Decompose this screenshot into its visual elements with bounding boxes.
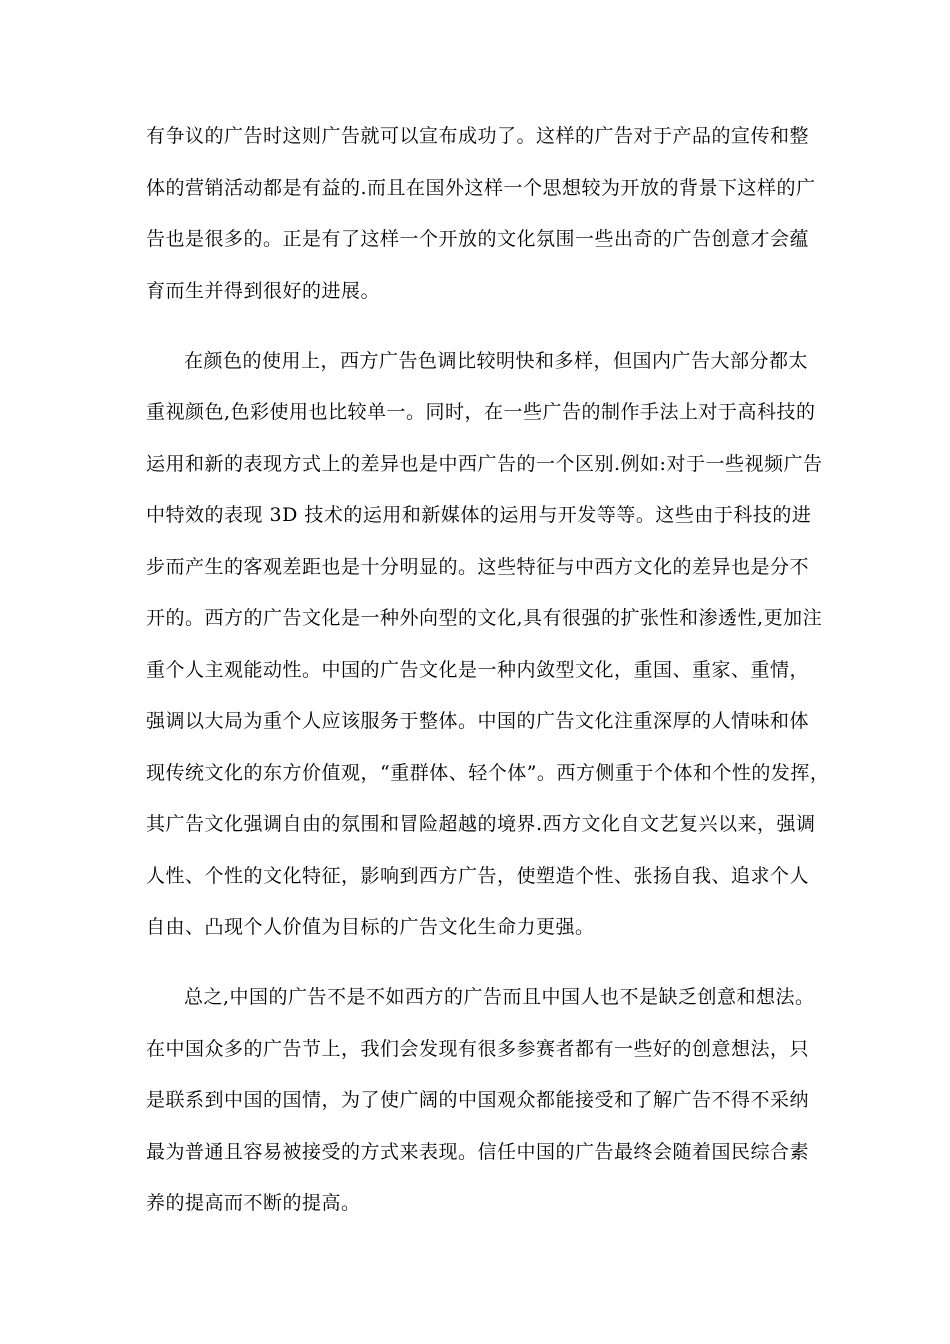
paragraph-2: [146, 341, 830, 978]
text-line: 在中国众多的广告节上，我们会发现有很多参赛者都有一些好的创意想法，只: [146, 1037, 810, 1060]
text-line: 中特效的表现 3D 技术的运用和新媒体的运用与开发等等。这些由于科技的进: [146, 504, 812, 526]
text-line: 开的。西方的广告文化是一种外向型的文化,具有很强的扩张性和渗透性,更加注: [146, 607, 823, 629]
document-body: [146, 116, 830, 1235]
text-line: 育而生并得到很好的进展。: [146, 279, 381, 302]
text-line: 人性、个性的文化特征，影响到西方广告，使塑造个性、张扬自我、追求个人: [146, 864, 810, 887]
paragraph-1: [146, 116, 818, 341]
text-line: 现传统文化的东方价值观，“重群体、轻个体”。西方侧重于个体和个性的发挥，: [146, 761, 830, 784]
text-line: 其广告文化强调自由的氛围和冒险超越的境界.西方文化自文艺复兴以来，强调: [146, 813, 816, 835]
paragraph-3: [146, 977, 818, 1235]
text-line: 自由、凸现个人价值为目标的广告文化生命力更强。: [146, 916, 595, 938]
text-line: 有争议的广告时这则广告就可以宣布成功了。这样的广告对于产品的宣传和整: [146, 125, 810, 147]
text-line: 养的提高而不断的提高。: [146, 1192, 361, 1214]
text-line: 运用和新的表现方式上的差异也是中西广告的一个区别.例如:对于一些视频广告: [146, 452, 823, 475]
text-line: 重视颜色,色彩使用也比较单一。同时，在一些广告的制作手法上对于高科技的: [146, 401, 816, 423]
text-line: 是联系到中国的国情，为了使广阔的中国观众都能接受和了解广告不得不采纳: [146, 1089, 810, 1111]
text-line: 最为普通且容易被接受的方式来表现。信任中国的广告最终会随着国民综合素: [146, 1140, 810, 1163]
text-line: 强调以大局为重个人应该服务于整体。中国的广告文化注重深厚的人情味和体: [146, 710, 810, 732]
text-line: 步而产生的客观差距也是十分明显的。这些特征与中西方文化的差异也是分不: [146, 555, 810, 578]
text-line: 总之,中国的广告不是不如西方的广告而且中国人也不是缺乏创意和想法。: [184, 986, 815, 1008]
text-line: 在颜色的使用上，西方广告色调比较明快和多样，但国内广告大部分都太: [184, 349, 809, 372]
text-line: 重个人主观能动性。中国的广告文化是一种内敛型文化，重国、重家、重情，: [146, 658, 810, 681]
text-line: 体的营销活动都是有益的.而且在国外这样一个思想较为开放的背景下这样的广: [146, 176, 816, 199]
text-line: 告也是很多的。正是有了这样一个开放的文化氛围一些出奇的广告创意才会蕴: [146, 228, 810, 250]
